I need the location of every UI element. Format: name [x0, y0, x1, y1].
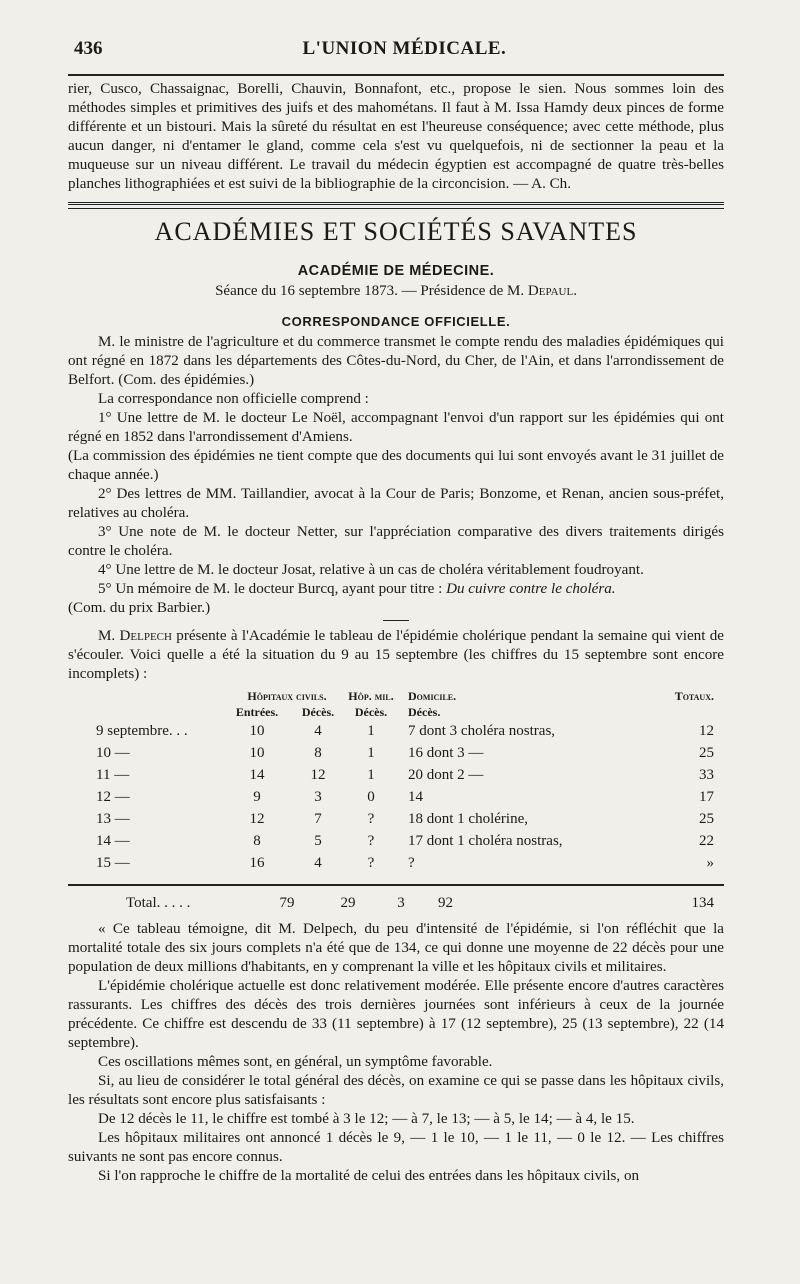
row-entrees: 16: [249, 855, 265, 871]
running-header: [68, 38, 724, 68]
item-3: 3° Une note de M. le docteur Netter, sur l'appréciation comparative des divers traitements dirigés contre le choléra.: [68, 524, 724, 559]
table-row: [68, 786, 724, 808]
row-total: 12: [699, 723, 714, 739]
header-deces-domicile: Décès.: [408, 705, 441, 719]
table-row: [68, 830, 724, 852]
row-deces: 4: [314, 723, 322, 739]
row-deces: 4: [314, 855, 322, 871]
row-day: 10 —: [96, 745, 130, 761]
row-entrees: 9: [253, 789, 261, 805]
row-day: 11 —: [96, 767, 130, 783]
item-1-note: (La commission des épidémies ne tient compte que des documents qui lui sont envoyés avant le 31 juillet de chaque année.): [68, 448, 724, 483]
row-total: »: [706, 855, 714, 871]
row-domicile: 7 dont 3 choléra nostras,: [408, 723, 556, 739]
row-day: 12 —: [96, 789, 130, 805]
short-divider: [383, 620, 409, 621]
row-day: 13 —: [96, 811, 130, 827]
row-mil: 1: [367, 767, 375, 783]
row-total: 25: [699, 745, 714, 761]
delpech-paragraph: [68, 627, 724, 684]
seance-suffix: .: [573, 283, 577, 299]
row-deces: 7: [314, 811, 322, 827]
header-deces-civils: Décès.: [301, 705, 335, 719]
row-deces: 12: [310, 767, 326, 783]
header-hopitaux-civils: Hôpitaux civils.: [247, 689, 327, 703]
header-hop-mil: Hôp. mil.: [348, 689, 394, 703]
seance-president: Depaul: [527, 283, 574, 299]
para-4: Si, au lieu de considérer le total général des décès, on examine ce qui se passe dans les hôpitaux civils, les résultats sont encore plus satisfaisants :: [68, 1073, 724, 1108]
item-2: 2° Des lettres de MM. Taillandier, avocat à la Cour de Paris; Bonzome, et Renan, ancien sous-préfet, relatives au choléra.: [68, 486, 724, 521]
header-rule: [68, 74, 724, 76]
header-domicile: Domicile.: [408, 689, 457, 703]
para-ministre: M. le ministre de l'agriculture et du commerce transmet le compte rendu des maladies épidémiques qui ont régné en 1872 dans les départements des Côtes-du-Nord, du Cher, de l'Ain, et dans l'arrondissement de Belfort. (Com. des épidémies.): [68, 334, 724, 388]
delpech-text: présente à l'Académie le tableau de l'épidémie cholérique pendant la semaine qui vient de s'écouler. Voici quelle a été la situation du 9 au 15 septembre (les chiffres du 15 septembre sont encore incomplets) :: [68, 628, 724, 682]
row-day: 9 septembre. . .: [96, 723, 188, 739]
row-domicile: 18 dont 1 cholérine,: [408, 811, 528, 827]
row-mil: 1: [367, 745, 375, 761]
item-5-suffix: (Com. du prix Barbier.): [68, 600, 211, 616]
row-mil: ?: [367, 811, 375, 827]
page-number: 436: [74, 38, 103, 59]
item-1: 1° Une lettre de M. le docteur Le Noël, accompagnant l'envoi d'un rapport sur les épidémies qui ont régné en 1852 dans l'arrondissement d'Amiens.: [68, 410, 724, 445]
total-table: [68, 892, 724, 914]
row-mil: 1: [367, 723, 375, 739]
row-entrees: 12: [249, 811, 265, 827]
seance-prefix: Séance du 16 septembre 1873. — Présidence de M.: [215, 283, 528, 299]
row-entrees: 10: [249, 723, 265, 739]
total-totaux: 134: [691, 895, 714, 911]
item-5: [68, 580, 724, 618]
row-deces: 5: [314, 833, 322, 849]
row-domicile: 14: [408, 789, 423, 805]
table-row: [68, 742, 724, 764]
header-entrees: Entrées.: [235, 705, 279, 719]
row-deces: 3: [314, 789, 322, 805]
quote-paragraph: « Ce tableau témoigne, dit M. Delpech, du peu d'intensité de l'épidémie, si l'on réfléchit que la mortalité totale des six jours complets n'a été que de 134, ce qui donne une moyenne de 22 décès pour une population de deux millions d'habitants, en y comprenant la ville et les hôpitaux civils et militaires.: [68, 921, 724, 975]
total-domicile: 92: [438, 895, 453, 911]
table-row: [68, 808, 724, 830]
total-rule: [68, 884, 724, 886]
para-5: De 12 décès le 11, le chiffre est tombé à 3 le 12; — à 7, le 13; — à 5, le 14; — à 4, le 15.: [98, 1111, 635, 1127]
section-title: ACADÉMIES ET SOCIÉTÉS SAVANTES: [154, 217, 638, 246]
total-row: [68, 892, 724, 914]
row-day: 15 —: [96, 855, 130, 871]
academy-heading: ACADÉMIE DE MÉDECINE.: [297, 263, 495, 279]
row-mil: ?: [367, 833, 375, 849]
row-mil: 0: [367, 789, 375, 805]
total-deces: 29: [340, 895, 356, 911]
row-mil: ?: [367, 855, 375, 871]
para-3: Ces oscillations mêmes sont, en général, un symptôme favorable.: [98, 1054, 493, 1070]
section-rule: [68, 202, 724, 209]
table-header-row-2: [68, 704, 724, 720]
item-5-prefix: 5° Un mémoire de M. le docteur Burcq, ayant pour titre :: [98, 581, 447, 597]
para-7: Si l'on rapproche le chiffre de la mortalité de celui des entrées dans les hôpitaux civils, on: [98, 1168, 640, 1184]
item-4: 4° Une lettre de M. le docteur Josat, relative à un cas de choléra véritablement foudroyant.: [98, 562, 644, 578]
para-6: Les hôpitaux militaires ont annoncé 1 décès le 9, — 1 le 10, — 1 le 11, — 0 le 12. — Les chiffres suivants ne sont pas encore connus.: [68, 1130, 724, 1165]
row-total: 25: [699, 811, 714, 827]
row-domicile: ?: [408, 855, 415, 871]
row-domicile: 20 dont 2 —: [408, 767, 484, 783]
journal-title: L'UNION MÉDICALE.: [302, 38, 507, 59]
para-2: L'épidémie cholérique actuelle est donc relativement modérée. Elle présente encore d'autres caractères rassurants. Les chiffres des décès des trois dernières journées sont inférieurs à ceux de la journée précédente. Ce chiffre est descendu de 33 (11 septembre) à 17 (12 septembre), 25 (13 septembre), 22 (14 septembre).: [68, 978, 724, 1051]
row-entrees: 8: [253, 833, 261, 849]
para-non-officielle: La correspondance non officielle comprend :: [98, 391, 369, 407]
row-domicile: 16 dont 3 —: [408, 745, 484, 761]
total-label: Total. . . . .: [126, 895, 191, 911]
row-total: 22: [699, 833, 714, 849]
item-5-title: Du cuivre contre le choléra.: [446, 581, 616, 597]
row-total: 33: [699, 767, 714, 783]
correspondance-heading: CORRESPONDANCE OFFICIELLE.: [281, 314, 511, 329]
row-total: 17: [699, 789, 714, 805]
row-day: 14 —: [96, 833, 130, 849]
row-entrees: 14: [249, 767, 265, 783]
row-domicile: 17 dont 1 choléra nostras,: [408, 833, 563, 849]
review-paragraph: rier, Cusco, Chassaignac, Borelli, Chauvin, Bonnafont, etc., propose le sien. Nous sommes loin des méthodes simples et primitives des juifs et des mahométans. Il faut à M. Issa Hamdy deux pinces de forme différente et un bistouri. Mais la sûreté du résultat en est l'heureuse conséquence; avec cette méthode, plus aucun danger, ni d'entamer le gland, comme cela s'est vu quelquefois, ni de sectionner la peau et la muqueuse sur un niveau différent. Le travail du médecin égyptien est accompagné de quatre très-belles planches lithographiées et est suivi de la bibliographie de la circoncision. — A. Ch.: [68, 81, 724, 192]
row-entrees: 10: [249, 745, 265, 761]
seance-line: [68, 283, 724, 300]
cholera-table: [68, 688, 724, 874]
header-totaux: Totaux.: [674, 689, 714, 703]
table-header-row-1: [68, 688, 724, 704]
table-row: [68, 764, 724, 786]
table-row: [68, 720, 724, 742]
header-deces-mil: Décès.: [354, 705, 388, 719]
delpech-name: M. Delpech: [98, 628, 172, 644]
total-entrees: 79: [279, 895, 295, 911]
row-deces: 8: [314, 745, 322, 761]
table-row: [68, 852, 724, 874]
total-mil: 3: [397, 895, 405, 911]
